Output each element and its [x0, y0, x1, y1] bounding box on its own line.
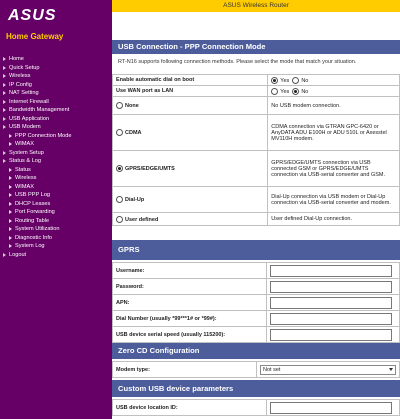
mode-user-radio[interactable] [116, 216, 123, 223]
sidebar-item-label: WIMAX [15, 183, 34, 190]
password-label: Password: [113, 279, 267, 295]
auto-dial-no-radio[interactable] [292, 77, 299, 84]
gprs-row-serial-speed [113, 327, 400, 343]
username-input[interactable] [270, 265, 392, 277]
sidebar-item-logout[interactable] [0, 251, 112, 260]
mode-user-desc: User defined Dial-Up connection. [268, 213, 400, 226]
zerocd-section-header: Zero CD Configuration [112, 343, 400, 359]
zerocd-row-modem-type [113, 362, 400, 378]
modem-type-cell [257, 362, 400, 378]
wan-no-radio[interactable] [292, 88, 299, 95]
sidebar-item-nat-setting[interactable] [0, 89, 112, 98]
setting-row-auto-dial [113, 75, 400, 86]
menu-arrow-icon [9, 185, 12, 189]
sidebar-item-routing-table[interactable] [0, 217, 112, 226]
menu-arrow-icon [9, 168, 12, 172]
dial-number-cell [267, 311, 400, 327]
gprs-section-header: GPRS [112, 240, 400, 260]
sidebar-item-label: USB PPP Log [15, 192, 51, 199]
mode-dialup-cell[interactable] [113, 187, 268, 213]
auto-dial-yes-radio[interactable] [271, 77, 278, 84]
mode-cdma-desc: CDMA connection via GTRAN GPC-6420 or AnyDATA ADU E100H or ADU 510L or Axesstel MV110H modem. [268, 115, 400, 151]
modem-type-label: Modem type: [113, 362, 257, 378]
gprs-row-dial-number [113, 311, 400, 327]
custom-usb-section-header: Custom USB device parameters [112, 380, 400, 397]
wan-yes-radio[interactable] [271, 88, 278, 95]
menu-arrow-icon [9, 227, 12, 231]
sidebar-item-ip-config[interactable] [0, 81, 112, 90]
mode-row-user-defined [113, 213, 400, 226]
sidebar-item-label: USB Application [9, 115, 50, 122]
ppp-settings-table [112, 74, 400, 226]
menu-arrow-icon [3, 100, 6, 104]
gprs-row-password [113, 279, 400, 295]
sidebar-item-label: PPP Connection Mode [15, 132, 72, 139]
menu-arrow-icon [3, 74, 6, 78]
sidebar-item-label: WIMAX [15, 141, 34, 148]
sidebar-item-usb-application[interactable] [0, 115, 112, 124]
gprs-row-apn [113, 295, 400, 311]
sidebar-item-label: Port Forwarding [15, 209, 55, 216]
zerocd-table [112, 361, 400, 378]
sidebar-item-usb-ppp-log[interactable] [0, 191, 112, 200]
sidebar [0, 0, 112, 419]
auto-dial-no-label: No [301, 77, 309, 84]
menu-arrow-icon [3, 253, 6, 257]
sidebar-item-bandwidth-management[interactable] [0, 106, 112, 115]
wan-port-options [268, 86, 400, 97]
mode-dialup-label: Dial-Up [125, 196, 145, 203]
sidebar-item-label: Internet Firewall [9, 98, 49, 105]
mode-row-dialup [113, 187, 400, 213]
mode-dialup-desc: Dial-Up connection via USB modem or Dial-Up connection via USB-serial converter and modem. [268, 187, 400, 213]
mode-user-label: User defined [125, 216, 159, 223]
sidebar-item-label: Home [9, 56, 24, 63]
menu-arrow-icon [9, 134, 12, 138]
sidebar-item-label: Quick Setup [9, 64, 40, 71]
menu-arrow-icon [9, 176, 12, 180]
wan-port-label: Use WAN port as LAN [113, 86, 268, 97]
sidebar-item-usb-modem[interactable] [0, 123, 112, 132]
sidebar-item-system-utilization[interactable] [0, 225, 112, 234]
sidebar-item-label: Status [15, 166, 31, 173]
menu-arrow-icon [3, 117, 6, 121]
sidebar-menu [0, 55, 112, 259]
mode-row-cdma [113, 115, 400, 151]
menu-arrow-icon [3, 159, 6, 163]
menu-arrow-icon [3, 66, 6, 70]
sidebar-item-quick-setup[interactable] [0, 64, 112, 73]
location-id-input[interactable] [270, 402, 392, 414]
sidebar-item-label: NAT Setting [9, 90, 39, 97]
auto-dial-yes-label: Yes [280, 77, 290, 84]
menu-arrow-icon [9, 202, 12, 206]
password-input[interactable] [270, 281, 392, 293]
mode-none-radio[interactable] [116, 102, 123, 109]
sidebar-item-label: USB Modem [9, 124, 41, 131]
custom-row-location-id [113, 400, 400, 416]
sidebar-item-label: System Setup [9, 149, 44, 156]
sidebar-item-label: Logout [9, 251, 27, 258]
auto-dial-options [268, 75, 400, 86]
sidebar-item-label: System Log [15, 243, 45, 250]
menu-arrow-icon [9, 244, 12, 248]
sidebar-item-label: Wireless [9, 73, 31, 80]
sidebar-item-wireless[interactable] [0, 72, 112, 81]
location-id-label: USB device location ID: [113, 400, 267, 416]
sidebar-item-status-log[interactable] [0, 157, 112, 166]
sidebar-item-system-log[interactable] [0, 242, 112, 251]
gprs-table [112, 262, 400, 343]
dial-number-label: Dial Number (usually *99***1# or *99#): [113, 311, 267, 327]
sidebar-item-internet-firewall[interactable] [0, 98, 112, 107]
asus-logo: ASUS [8, 7, 57, 24]
menu-arrow-icon [9, 210, 12, 214]
page-description: RT-N16 supports following connection methods. Please select the mode that match your situation. [118, 59, 357, 65]
sidebar-item-dhcp-leases[interactable] [0, 200, 112, 209]
mode-cdma-cell[interactable] [113, 115, 268, 151]
username-cell [267, 263, 400, 279]
sidebar-item-home[interactable] [0, 55, 112, 64]
mode-gprs-desc: GPRS/EDGE/UMTS connection via USB connected GSM or GPRS/EDGE/UMTS connection via USB-serial converter and GSM. [268, 151, 400, 187]
sidebar-item-label: Wireless [15, 175, 37, 182]
menu-arrow-icon [3, 91, 6, 95]
modem-type-select[interactable] [260, 365, 396, 375]
page-title: USB Connection - PPP Connection Mode [118, 42, 266, 51]
sidebar-item-label: System Utilization [15, 226, 60, 233]
mode-cdma-radio[interactable] [116, 129, 123, 136]
mode-none-desc: No USB modem connection. [268, 97, 400, 115]
mode-none-cell[interactable] [113, 97, 268, 115]
serial-speed-input[interactable] [270, 329, 392, 341]
page-title-bar [112, 40, 400, 54]
menu-arrow-icon [9, 236, 12, 240]
password-cell [267, 279, 400, 295]
gprs-row-username [113, 263, 400, 279]
chevron-down-icon [389, 368, 393, 371]
sidebar-item-status[interactable] [0, 166, 112, 175]
menu-arrow-icon [3, 151, 6, 155]
sidebar-item-ppp-connection-mode[interactable] [0, 132, 112, 141]
menu-arrow-icon [9, 193, 12, 197]
menu-arrow-icon [3, 57, 6, 61]
mode-cdma-label: CDMA [125, 129, 142, 136]
wan-yes-label: Yes [280, 88, 290, 95]
mode-row-none [113, 97, 400, 115]
dial-number-input[interactable] [270, 313, 392, 325]
sidebar-item-diagnostic-info[interactable] [0, 234, 112, 243]
serial-speed-cell [267, 327, 400, 343]
mode-gprs-cell[interactable] [113, 151, 268, 187]
router-title-bar: ASUS Wireless Router [112, 0, 400, 12]
apn-label: APN: [113, 295, 267, 311]
serial-speed-label: USB device serial speed (usually 115200): [113, 327, 267, 343]
location-id-cell [267, 400, 400, 416]
sidebar-item-label: Routing Table [15, 217, 50, 224]
sidebar-item-system-setup[interactable] [0, 149, 112, 158]
home-gateway-label: Home Gateway [6, 32, 64, 41]
apn-cell [267, 295, 400, 311]
sidebar-item-port-forwarding[interactable] [0, 208, 112, 217]
sidebar-item-label: DHCP Leases [15, 200, 51, 207]
sidebar-item-wimax[interactable] [0, 183, 112, 192]
sidebar-item-label: Status & Log [9, 158, 42, 165]
sidebar-item-wimax[interactable] [0, 140, 112, 149]
apn-input[interactable] [270, 297, 392, 309]
sidebar-item-label: IP Config [9, 81, 32, 88]
menu-arrow-icon [3, 83, 6, 87]
menu-arrow-icon [9, 142, 12, 146]
mode-gprs-radio[interactable] [116, 165, 123, 172]
sidebar-item-wireless[interactable] [0, 174, 112, 183]
mode-user-cell[interactable] [113, 213, 268, 226]
menu-arrow-icon [3, 108, 6, 112]
custom-usb-table [112, 399, 400, 416]
mode-dialup-radio[interactable] [116, 196, 123, 203]
sidebar-item-label: Diagnostic Info [15, 234, 53, 241]
mode-gprs-label: GPRS/EDGE/UMTS [125, 165, 175, 172]
auto-dial-label: Enable automatic dial on boot [113, 75, 268, 86]
sidebar-item-label: Bandwidth Management [9, 107, 70, 114]
setting-row-wan-port [113, 86, 400, 97]
modem-type-value: Not set [263, 366, 281, 373]
menu-arrow-icon [9, 219, 12, 223]
wan-no-label: No [301, 88, 309, 95]
mode-row-gprs [113, 151, 400, 187]
username-label: Username: [113, 263, 267, 279]
menu-arrow-icon [3, 125, 6, 129]
main-content [112, 0, 400, 419]
mode-none-label: None [125, 102, 139, 109]
